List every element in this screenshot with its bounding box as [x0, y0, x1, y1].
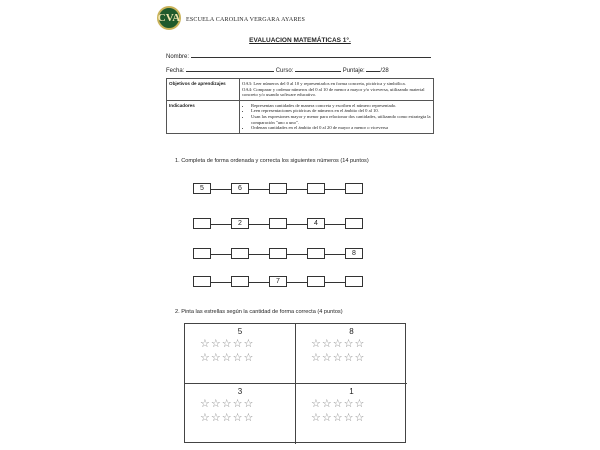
star-row-icons[interactable]: ☆☆☆☆☆ — [200, 338, 255, 350]
connector-line — [249, 254, 269, 255]
indicator-item: • Ordenan cantidades en el ámbito del 0 al 20 de mayor a menor o viceversa — [251, 125, 431, 131]
star-cell — [185, 324, 296, 384]
connector-line — [287, 254, 307, 255]
connector-line — [325, 189, 345, 190]
date-field-row — [166, 65, 389, 74]
star-cell-number: 5 — [237, 327, 243, 336]
number-box[interactable]: 4 — [307, 218, 325, 229]
number-box[interactable] — [307, 183, 325, 194]
star-cell-number: 1 — [349, 387, 354, 396]
page-title: EVALUACION MATEMÁTICAS 1°. — [249, 37, 351, 44]
question-2-text: 2. Pinta las estrellas según la cantidad de forma correcta (4 puntos) — [175, 309, 343, 315]
star-cell-number: 3 — [237, 387, 243, 396]
curso-input-line[interactable] — [295, 65, 341, 72]
school-name: ESCUELA CAROLINA VERGARA AYARES — [186, 17, 306, 23]
number-box[interactable] — [231, 276, 249, 287]
puntaje-input-line[interactable] — [366, 65, 380, 72]
star-cell — [296, 324, 407, 384]
indicator-item: • Usan las expresiones mayor y menor para relacionar dos cantidades, utilizando como estrategia la comparación "uno a uno". — [251, 114, 431, 125]
star-row-icons[interactable]: ☆☆☆☆☆ — [200, 412, 255, 424]
connector-line — [249, 189, 269, 190]
connector-line — [211, 282, 231, 283]
star-row-icons[interactable]: ☆☆☆☆☆ — [311, 412, 366, 424]
name-field-row — [166, 51, 431, 60]
objectives-row — [167, 79, 434, 101]
star-cell — [185, 384, 296, 444]
star-row-icons[interactable]: ☆☆☆☆☆ — [311, 352, 366, 364]
number-box[interactable] — [269, 183, 287, 194]
stars-grid — [184, 323, 406, 443]
objective-oa4: OA4: Comparar y ordenar números del 0 al 10 de menor a mayor y/o viceversa, utilizando material concreto y/o usando software educativo. — [242, 86, 425, 98]
number-box[interactable] — [193, 248, 211, 259]
connector-line — [287, 282, 307, 283]
fecha-label: Fecha: — [166, 68, 185, 74]
connector-line — [287, 224, 307, 225]
number-box[interactable] — [193, 276, 211, 287]
connector-line — [249, 282, 269, 283]
number-box[interactable]: 2 — [231, 218, 249, 229]
objectives-header: Objetivos de aprendizajes — [167, 79, 240, 101]
indicator-item: • Representan cantidades de manera concreta y escriben el número representado. — [251, 103, 431, 109]
star-row-icons[interactable]: ☆☆☆☆☆ — [200, 398, 255, 410]
nombre-label: Nombre: — [166, 54, 190, 60]
objective-oa3: OA3: Leer números del 0 al 10 y representarlos en forma concreta, pictórica y simbólica. — [242, 81, 406, 86]
objectives-table — [166, 78, 434, 134]
number-box[interactable] — [269, 218, 287, 229]
nombre-input-line[interactable] — [191, 51, 431, 58]
number-box[interactable] — [231, 248, 249, 259]
number-box[interactable] — [345, 183, 363, 194]
star-cell — [296, 384, 407, 444]
fecha-input-line[interactable] — [186, 65, 274, 72]
number-box[interactable]: 7 — [269, 276, 287, 287]
connector-line — [325, 254, 345, 255]
number-box[interactable] — [307, 248, 325, 259]
star-cell-number: 8 — [349, 327, 354, 336]
number-box[interactable]: 5 — [193, 183, 211, 194]
number-box[interactable]: 6 — [231, 183, 249, 194]
star-row-icons[interactable]: ☆☆☆☆☆ — [311, 398, 366, 410]
number-box[interactable] — [193, 218, 211, 229]
star-row-icons[interactable]: ☆☆☆☆☆ — [200, 352, 255, 364]
connector-line — [325, 224, 345, 225]
connector-line — [325, 282, 345, 283]
number-box[interactable] — [345, 276, 363, 287]
connector-line — [211, 224, 231, 225]
connector-line — [249, 224, 269, 225]
indicators-header: Indicadores — [167, 100, 240, 133]
school-logo-icon: CVA — [157, 6, 181, 30]
number-box[interactable]: 8 — [345, 248, 363, 259]
indicators-content — [240, 100, 434, 133]
indicators-row — [167, 100, 434, 133]
connector-line — [211, 254, 231, 255]
connector-line — [211, 189, 231, 190]
objectives-content — [240, 79, 434, 101]
connector-line — [287, 189, 307, 190]
number-box[interactable] — [345, 218, 363, 229]
question-1-text: 1. Completa de forma ordenada y correcta los siguientes números (14 puntos) — [175, 158, 369, 164]
number-box[interactable] — [307, 276, 325, 287]
indicators-list — [242, 103, 431, 131]
number-box[interactable] — [269, 248, 287, 259]
star-row-icons[interactable]: ☆☆☆☆☆ — [311, 338, 366, 350]
curso-label: Curso: — [275, 68, 294, 74]
puntaje-label: Puntaje: — [342, 68, 365, 74]
indicator-item: • Leen representaciones pictóricas de números en el ámbito del 0 al 10. — [251, 108, 431, 114]
puntaje-total: /28 — [380, 68, 389, 74]
